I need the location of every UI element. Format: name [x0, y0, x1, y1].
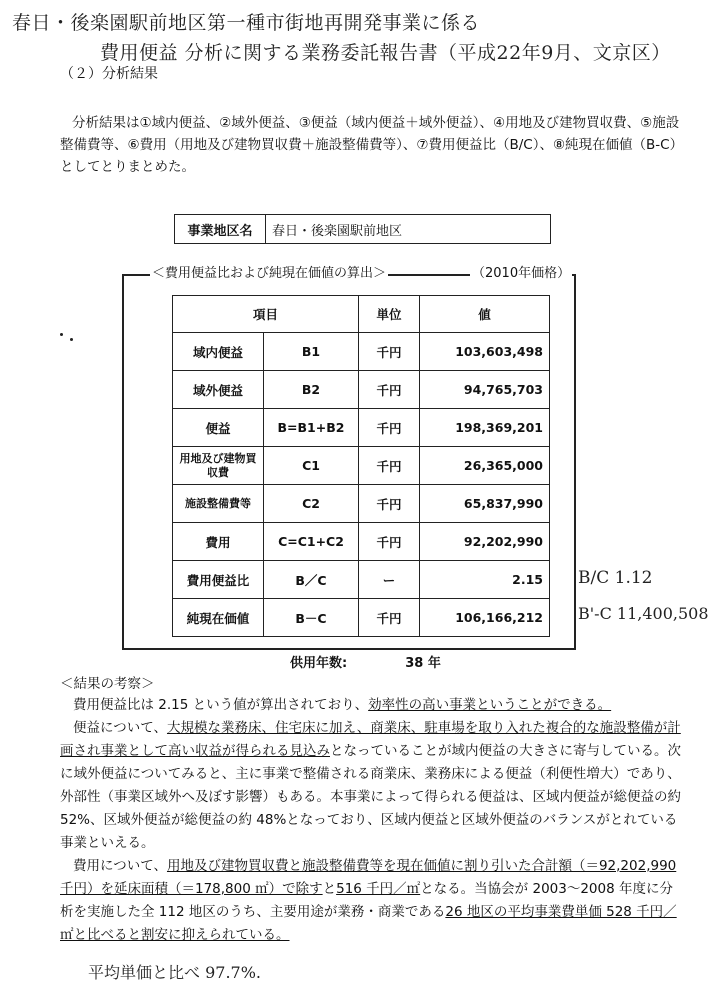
row-symbol: C2	[264, 485, 359, 523]
table-row	[173, 561, 550, 599]
handwritten-note-bminusc: B'-C 11,400,508	[578, 604, 709, 623]
row-unit: 千円	[359, 333, 420, 371]
table-row	[173, 409, 550, 447]
calc-table-year: （2010年価格）	[470, 262, 572, 281]
row-value: 103,603,498	[420, 333, 550, 371]
row-item: 純現在価値	[173, 599, 264, 637]
row-symbol: B／C	[264, 561, 359, 599]
handwritten-note-average: 平均単価と比べ 97.7%.	[88, 963, 262, 982]
row-symbol: B2	[264, 371, 359, 409]
row-value: 65,837,990	[420, 485, 550, 523]
district-label: 事業地区名	[175, 215, 266, 243]
results-body	[60, 694, 685, 947]
table-row	[173, 371, 550, 409]
text-span: 便益について、	[73, 720, 167, 736]
row-unit: 千円	[359, 523, 420, 561]
row-symbol: C1	[264, 447, 359, 485]
row-unit: 千円	[359, 409, 420, 447]
table-row	[173, 599, 550, 637]
text-span: 費用について、	[73, 858, 167, 874]
underlined-text: 用地及び建物買収費と施設整備費等を現在価値に割り引いた合計額（＝92,202,990 千円）を延床面積（＝178,800 ㎡）で除す	[60, 858, 677, 897]
row-unit: 千円	[359, 371, 420, 409]
underlined-text: 大規模な業務床、住宅床に加え、商業床、駐車場を取り入れた複合的な施設整備が計画され事業として高い収益が得られる見込み	[60, 720, 681, 759]
text-span: 費用便益比は 2.15 という値が算出されており、	[73, 697, 369, 713]
row-value: 26,365,000	[420, 447, 550, 485]
row-unit: 千円	[359, 447, 420, 485]
row-symbol: B1	[264, 333, 359, 371]
row-unit: ー	[359, 561, 420, 599]
intro-paragraph: 分析結果は①域内便益、②域外便益、③便益（域内便益＋域外便益）、④用地及び建物買収費、⑤施設整備費等、⑥費用（用地及び建物買収費＋施設整備費等）、⑦費用便益比（B/C）、⑧純現在価値（B-C）としてとりまとめた。	[60, 115, 680, 175]
table-row	[173, 523, 550, 561]
row-item: 用地及び建物買収費	[173, 447, 264, 485]
row-item: 便益	[173, 409, 264, 447]
period-value: 38 年	[405, 656, 441, 671]
row-item: 費用	[173, 523, 264, 561]
row-item: 域内便益	[173, 333, 264, 371]
underlined-text: 26 地区の平均事業費単価 528 千円／㎡と比べると割安に抑えられている。	[60, 904, 677, 943]
header-item: 項目	[173, 296, 359, 333]
header-value: 値	[420, 296, 550, 333]
row-value: 198,369,201	[420, 409, 550, 447]
cost-benefit-table	[172, 295, 550, 637]
row-value: 106,166,212	[420, 599, 550, 637]
table-header-row	[173, 296, 550, 333]
district-value: 春日・後楽園駅前地区	[272, 223, 403, 239]
row-unit: 千円	[359, 485, 420, 523]
results-heading: ＜結果の考察＞	[60, 676, 155, 692]
table-row	[173, 447, 550, 485]
district-box	[174, 214, 551, 244]
header-unit: 単位	[359, 296, 420, 333]
table-row	[173, 333, 550, 371]
text-span: となる。当協会が 2003～2008 年度に分析を実施した全 112 地区のうち、主要用途が業務・商業である	[60, 881, 673, 920]
row-item: 施設整備費等	[173, 485, 264, 523]
underlined-text: 効率性の高い事業ということができる。	[368, 697, 612, 713]
handwritten-note-bc: B/C 1.12	[578, 568, 653, 588]
row-value: 92,202,990	[420, 523, 550, 561]
handwritten-title-line1: 春日・後楽園駅前地区第一種市街地再開発事業に係る	[12, 12, 481, 34]
row-symbol: C=C1+C2	[264, 523, 359, 561]
row-symbol: B－C	[264, 599, 359, 637]
period-label: 供用年数:	[290, 656, 348, 671]
section-heading: （２）分析結果	[60, 66, 158, 82]
row-symbol: B=B1+B2	[264, 409, 359, 447]
row-item: 費用便益比	[173, 561, 264, 599]
speck-mark	[60, 333, 63, 336]
results-paragraph-3	[60, 855, 685, 947]
text-span: と	[322, 881, 337, 897]
underlined-text: 516 千円／㎡	[336, 881, 421, 897]
service-period	[290, 652, 441, 671]
row-value: 2.15	[420, 561, 550, 599]
speck-mark	[70, 338, 73, 341]
calc-table-title: ＜費用便益比および純現在価値の算出＞	[150, 262, 388, 281]
handwritten-title-line2: 費用便益 分析に関する業務委託報告書（平成22年9月、文京区）	[100, 42, 671, 64]
table-row	[173, 485, 550, 523]
results-paragraph-2	[60, 717, 685, 855]
text-span: となっていることが域内便益の大きさに寄与している。次に域外便益についてみると、主に事業で整備される商業床、業務床による便益（利便性増大）であり、外部性（事業区域外へ及ぼす影響）もある。本事業によって得られる便益は、区域内便益が総便益の約 52%、区域外便益が総便益の約 48%となっており、区域内便益と区域外便益のバランスがとれている事業といえる。	[60, 743, 681, 851]
row-value: 94,765,703	[420, 371, 550, 409]
row-unit: 千円	[359, 599, 420, 637]
results-paragraph-1	[60, 694, 685, 717]
row-item: 域外便益	[173, 371, 264, 409]
